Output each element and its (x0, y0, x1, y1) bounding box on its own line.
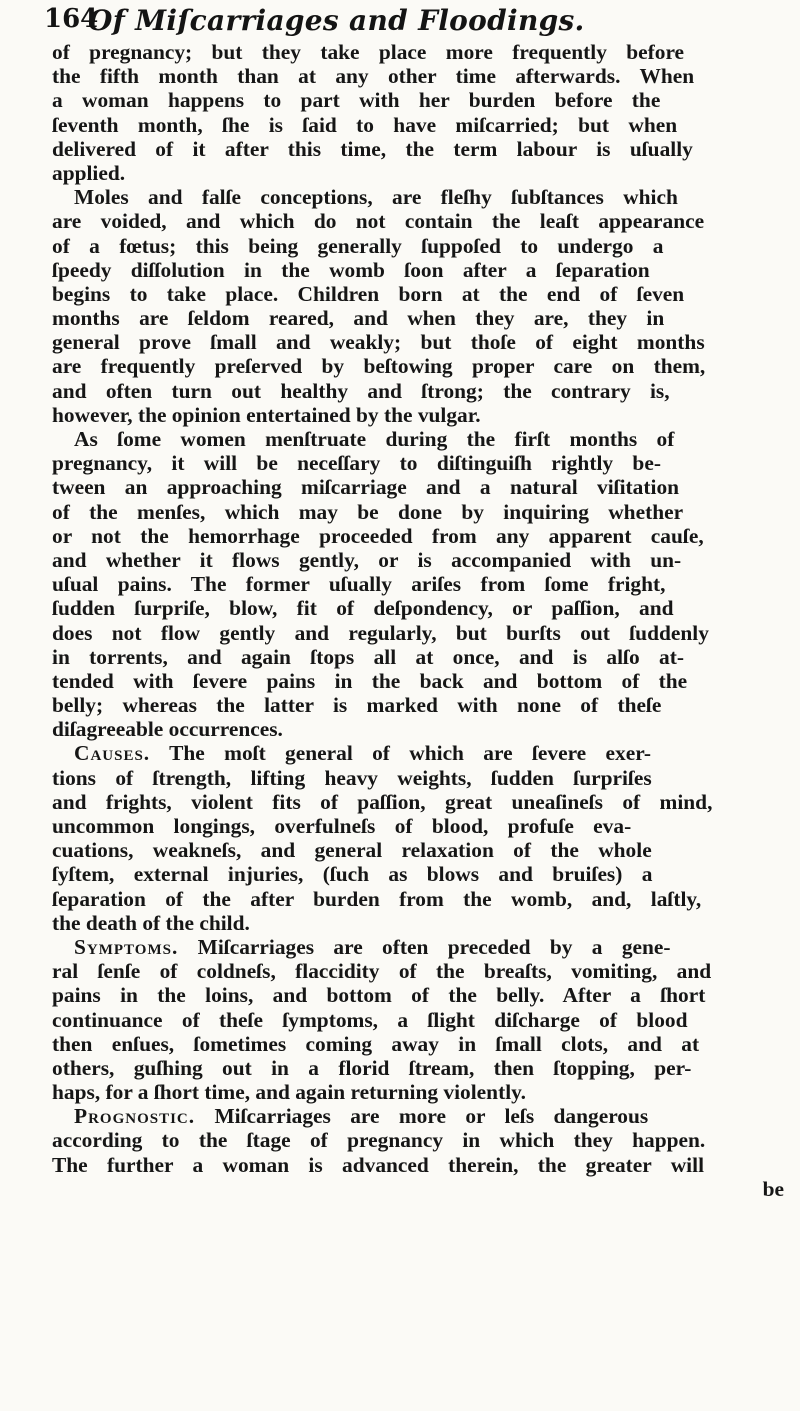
text-line: applied. (52, 160, 126, 185)
running-title: Of Miſcarriages and Floodings. (88, 4, 585, 37)
text-line: of the menſes, which may be done by inquiring whether (52, 499, 684, 524)
text-line: in torrents, and again ſtops all at once, and is alſo at- (52, 644, 684, 669)
text-line: however, the opinion entertained by the vulgar. (52, 402, 481, 427)
text-line: general prove ſmall and weakly; but thoſe of eight months (52, 330, 705, 355)
text-line: tended with ſevere pains in the back and bottom of the (52, 668, 688, 693)
page-number: 164 (44, 4, 99, 34)
text-line: and often turn out healthy and ſtrong; the contrary is, (52, 378, 670, 403)
text-line: are frequently preſerved by beſtowing proper care on them, (52, 354, 706, 379)
text-line: continuance of theſe ſymptoms, a ſlight diſcharge of blood (52, 1007, 688, 1032)
text-line: pregnancy, it will be neceſſary to diſtinguiſh rightly be- (52, 451, 661, 476)
text-line: then enſues, ſometimes coming away in ſmall clots, and at (52, 1031, 700, 1056)
text-line: be (762, 1176, 784, 1201)
text-line: ſyſtem, external injuries, (ſuch as blows and bruiſes) a (52, 862, 653, 887)
text-line: others, guſhing out in a florid ſtream, then ſtopping, per- (52, 1055, 692, 1080)
text-line: ſpeedy diſſolution in the womb ſoon after a ſeparation (52, 257, 650, 282)
text-line: Prognostic. Miſcarriages are more or leſs dangerous (74, 1104, 649, 1129)
text-line: or not the hemorrhage proceeded from any apparent cauſe, (52, 523, 704, 548)
text-line: a woman happens to part with her burden before the (52, 88, 661, 113)
text-line: The further a woman is advanced therein, the greater will (52, 1152, 705, 1177)
text-line: diſagreeable occurrences. (52, 717, 283, 742)
text-line: of pregnancy; but they take place more frequently before (52, 40, 685, 64)
text-line: and whether it flows gently, or is accompanied with un- (52, 547, 682, 572)
text-line: Moles and falſe conceptions, are fleſhy ſubſtances which (74, 185, 678, 210)
text-line: Symptoms. Miſcarriages are often preceded by a gene- (74, 934, 671, 959)
text-line: pains in the loins, and bottom of the belly. After a ſhort (52, 983, 706, 1008)
text-line: ſeventh month, ſhe is ſaid to have miſcarried; but when (52, 112, 678, 137)
text-line: ſeparation of the after burden from the womb, and, laſtly, (52, 886, 702, 911)
text-line: delivered of it after this time, the term labour is uſually (52, 136, 693, 161)
text-line: of a fœtus; this being generally ſuppoſed to undergo a (52, 233, 664, 258)
text-line: cuations, weakneſs, and general relaxation of the whole (52, 838, 652, 863)
text-line: uſual pains. The former uſually ariſes from ſome fright, (52, 572, 666, 597)
text-line: begins to take place. Children born at the end of ſeven (52, 281, 685, 306)
text-line: the death of the child. (52, 910, 250, 935)
page-header (44, 4, 764, 40)
text-line: Causes. The moſt general of which are ſevere exer- (74, 741, 652, 766)
text-line: according to the ſtage of pregnancy in which they happen. (52, 1128, 706, 1153)
text-line: ſudden ſurpriſe, blow, fit of deſpondency, or paſſion, and (52, 596, 674, 621)
text-line: the fifth month than at any other time afterwards. When (52, 64, 695, 89)
text-line: ral ſenſe of coldneſs, flaccidity of the breaſts, vomiting, and (52, 959, 712, 984)
body-text (52, 40, 784, 1201)
section-lead: Causes. (74, 741, 151, 766)
section-lead: Prognostic. (74, 1104, 196, 1129)
section-lead: Symptoms. (74, 934, 179, 959)
text-line: As ſome women menſtruate during the firſt months of (74, 427, 675, 451)
text-line: does not flow gently and regularly, but burſts out ſuddenly (52, 620, 709, 645)
text-line: and frights, violent fits of paſſion, great uneaſineſs of mind, (52, 789, 713, 814)
text-line: tions of ſtrength, lifting heavy weights, ſudden ſurpriſes (52, 765, 652, 790)
text-line: are voided, and which do not contain the leaſt appearance (52, 209, 705, 234)
text-line: haps, for a ſhort time, and again returning violently. (52, 1080, 526, 1105)
text-line: tween an approaching miſcarriage and a natural viſitation (52, 475, 680, 500)
text-line: months are ſeldom reared, and when they are, they in (52, 306, 665, 331)
text-line: belly; whereas the latter is marked with none of theſe (52, 693, 662, 718)
text-line: uncommon longings, overfulneſs of blood, profuſe eva- (52, 814, 632, 838)
